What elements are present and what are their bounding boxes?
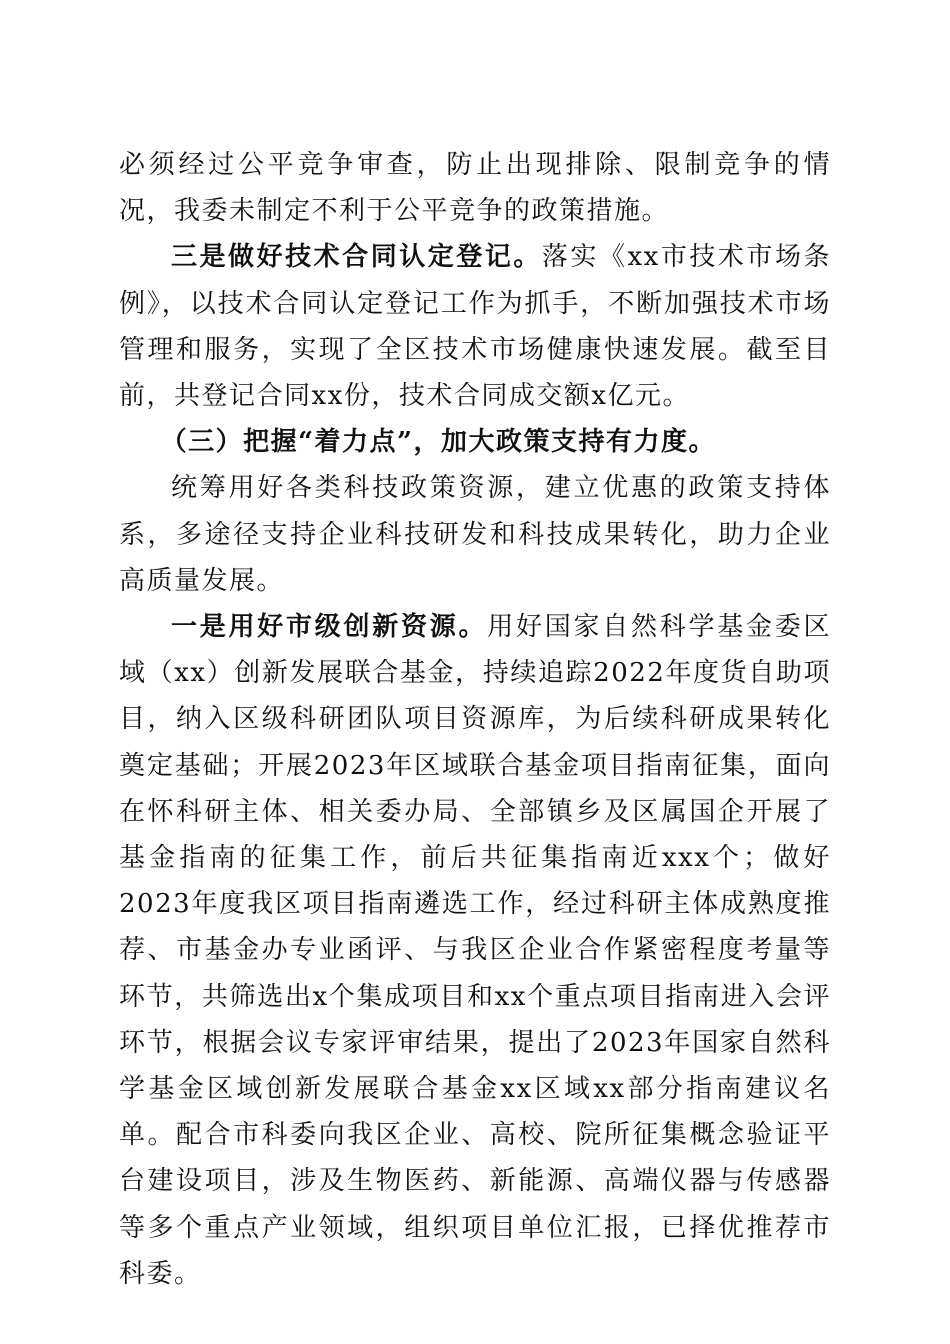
- section-heading-three: [119, 419, 831, 465]
- paragraph-fair-competition: [119, 142, 831, 234]
- paragraph-text: 用好国家自然科学基金委区域（xx）创新发展联合基金，持续追踪2022年度货自助项目，纳入区级科研团队项目资源库，为后续科研成果转化奠定基础；开展2023年区域联合基金项目指南征集，面向在怀科研主体、相关委办局、全部镇乡及区属国企开展了基金指南的征集工作，前后共征集指南近xxx个；做好2023年度我区项目指南遴选工作，经过科研主体成熟度推荐、市基金办专业函评、与我区企业合作紧密程度考量等环节，共筛选出x个集成项目和xx个重点项目指南进入会评环节，根据会议专家评审结果，提出了2023年国家自然科学基金区域创新发展联合基金xx区域xx部分指南建议名单。配合市科委向我区企业、高校、院所征集概念验证平台建设项目，涉及生物医药、新能源、高端仪器与传感器等多个重点产业领域，组织项目单位汇报，已择优推荐市科委。: [119, 612, 831, 1289]
- paragraph-lead: 一是用好市级创新资源。: [171, 612, 488, 643]
- section-heading-text: （三）把握“着力点”，加大政策支持有力度。: [160, 427, 717, 458]
- paragraph-tech-contract: [119, 234, 831, 419]
- document-body: [119, 142, 831, 1297]
- paragraph-lead: 三是做好技术合同认定登记。: [171, 242, 542, 273]
- paragraph-policy-resources: [119, 465, 831, 604]
- paragraph-text: 必须经过公平竞争审查，防止出现排除、限制竞争的情况，我委未制定不利于公平竞争的政策措施。: [119, 150, 831, 227]
- paragraph-text: 统筹用好各类科技政策资源，建立优惠的政策支持体系，多途径支持企业科技研发和科技成果转化，助力企业高质量发展。: [119, 473, 831, 596]
- paragraph-text: 落实《xx市技术市场条例》，以技术合同认定登记工作为抓手，不断加强技术市场管理和服务，实现了全区技术市场健康快速发展。截至目前，共登记合同xx份，技术合同成交额x亿元。: [119, 242, 831, 412]
- paragraph-innovation-resources: [119, 604, 831, 1297]
